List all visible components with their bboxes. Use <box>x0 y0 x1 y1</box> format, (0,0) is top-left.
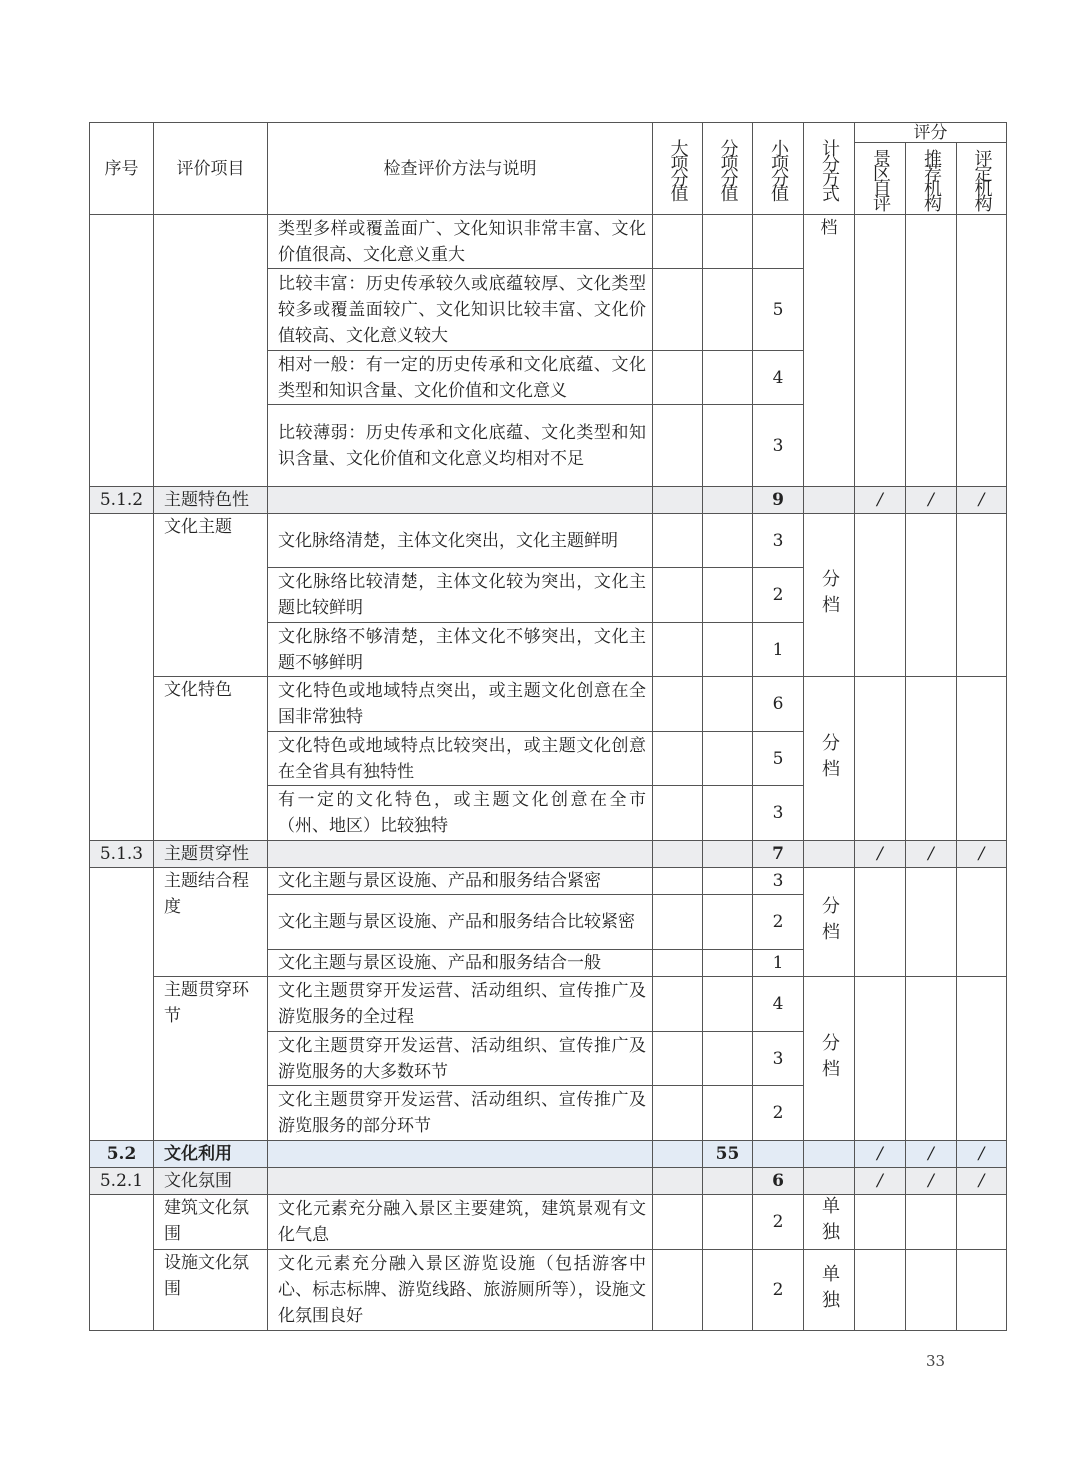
minor-score: 3 <box>753 405 804 487</box>
header-method: 检查评价方法与说明 <box>268 123 653 215</box>
scoring-method: 单独 <box>804 1195 855 1250</box>
method-text: 相对一般：有一定的历史传承和文化底蕴、文化类型和知识含量、文化价值和文化意义 <box>268 351 653 405</box>
item-title: 文化主题 <box>154 514 268 677</box>
section-title: 主题贯穿性 <box>154 841 268 868</box>
header-seq: 序号 <box>90 123 154 215</box>
slash-mark: / <box>855 841 906 868</box>
section-title: 主题特色性 <box>154 487 268 514</box>
item-title: 主题结合程度 <box>154 868 268 977</box>
slash-mark: / <box>957 1141 1007 1168</box>
scoring-method: 档 <box>804 215 855 487</box>
table-row <box>90 977 1007 1032</box>
minor-score: 2 <box>753 1195 804 1250</box>
slash-mark: / <box>957 841 1007 868</box>
scoring-method: 分档 <box>804 677 855 841</box>
minor-score: 7 <box>753 841 804 868</box>
method-text: 比较薄弱：历史传承和文化底蕴、文化类型和知识含量、文化价值和文化意义均相对不足 <box>268 405 653 487</box>
section-number: 5.2.1 <box>90 1168 154 1195</box>
evaluation-table <box>89 122 1007 1331</box>
header-row <box>90 123 1007 143</box>
minor-score: 2 <box>753 895 804 950</box>
minor-score: 1 <box>753 623 804 677</box>
minor-score: 4 <box>753 351 804 405</box>
scoring-method: 单独 <box>804 1250 855 1331</box>
header-minor: 小项分值 <box>753 123 804 215</box>
minor-score: 1 <box>753 950 804 977</box>
minor-score: 3 <box>753 1032 804 1086</box>
method-text: 类型多样或覆盖面广、文化知识非常丰富、文化价值很高、文化意义重大 <box>268 215 653 269</box>
slash-mark: / <box>957 1168 1007 1195</box>
section-number: 5.1.2 <box>90 487 154 514</box>
method-text: 文化脉络不够清楚，主体文化不够突出，文化主题不够鲜明 <box>268 623 653 677</box>
item-title: 设施文化氛围 <box>154 1250 268 1331</box>
method-text: 文化主题贯穿开发运营、活动组织、宣传推广及游览服务的全过程 <box>268 977 653 1032</box>
method-text: 文化特色或地域特点突出，或主题文化创意在全国非常独特 <box>268 677 653 732</box>
minor-score: 5 <box>753 732 804 786</box>
section-row-5-1-2 <box>90 487 1007 514</box>
minor-score: 5 <box>753 269 804 351</box>
minor-score: 4 <box>753 977 804 1032</box>
minor-score: 6 <box>753 1168 804 1195</box>
header-recommend: 推荐机构 <box>906 143 957 215</box>
method-text: 文化特色或地域特点比较突出，或主题文化创意在全省具有独特性 <box>268 732 653 786</box>
slash-mark: / <box>855 487 906 514</box>
scoring-method: 分档 <box>804 868 855 977</box>
header-sub: 分项分值 <box>703 123 753 215</box>
minor-score: 9 <box>753 487 804 514</box>
table-row <box>90 1195 1007 1250</box>
minor-score: 6 <box>753 677 804 732</box>
section-title: 文化氛围 <box>154 1168 268 1195</box>
header-item: 评价项目 <box>154 123 268 215</box>
method-text: 比较丰富：历史传承较久或底蕴较厚、文化类型较多或覆盖面较广、文化知识比较丰富、文化价值较高、文化意义较大 <box>268 269 653 351</box>
sub-score: 55 <box>703 1141 753 1168</box>
header-way: 计分方式 <box>804 123 855 215</box>
minor-score: 2 <box>753 1250 804 1331</box>
method-text: 文化脉络清楚，主体文化突出，文化主题鲜明 <box>268 514 653 568</box>
minor-score: 2 <box>753 1086 804 1141</box>
scoring-method: 分档 <box>804 514 855 677</box>
section-number: 5.1.3 <box>90 841 154 868</box>
item-title: 文化特色 <box>154 677 268 841</box>
header-assess: 评定机构 <box>957 143 1007 215</box>
minor-score: 3 <box>753 786 804 841</box>
minor-score: 2 <box>753 568 804 623</box>
slash-mark: / <box>906 1141 957 1168</box>
scoring-method: 分档 <box>804 977 855 1141</box>
method-text: 文化主题与景区设施、产品和服务结合紧密 <box>268 868 653 895</box>
header-score: 评分 <box>855 123 1007 143</box>
section-row-5-2-1 <box>90 1168 1007 1195</box>
section-title: 文化利用 <box>154 1141 268 1168</box>
slash-mark: / <box>957 487 1007 514</box>
section-number: 5.2 <box>90 1141 154 1168</box>
slash-mark: / <box>906 1168 957 1195</box>
table-row <box>90 677 1007 732</box>
header-self: 景区自评 <box>855 143 906 215</box>
method-text: 文化主题贯穿开发运营、活动组织、宣传推广及游览服务的部分环节 <box>268 1086 653 1141</box>
table-row <box>90 514 1007 568</box>
minor-score: 3 <box>753 514 804 568</box>
section-row-5-1-3 <box>90 841 1007 868</box>
slash-mark: / <box>906 487 957 514</box>
method-text: 文化主题贯穿开发运营、活动组织、宣传推广及游览服务的大多数环节 <box>268 1032 653 1086</box>
method-text: 文化脉络比较清楚，主体文化较为突出，文化主题比较鲜明 <box>268 568 653 623</box>
slash-mark: / <box>855 1141 906 1168</box>
item-title: 主题贯穿环节 <box>154 977 268 1141</box>
table-row <box>90 215 1007 269</box>
table-row <box>90 1250 1007 1331</box>
method-text: 文化元素充分融入景区游览设施（包括游客中心、标志标牌、游览线路、旅游厕所等），设施文化氛围良好 <box>268 1250 653 1331</box>
method-text: 文化主题与景区设施、产品和服务结合比较紧密 <box>268 895 653 950</box>
page-number: 33 <box>926 1352 946 1370</box>
slash-mark: / <box>906 841 957 868</box>
item-title: 建筑文化氛围 <box>154 1195 268 1250</box>
method-text: 文化主题与景区设施、产品和服务结合一般 <box>268 950 653 977</box>
table-row <box>90 868 1007 895</box>
method-text: 有一定的文化特色，或主题文化创意在全市（州、地区）比较独特 <box>268 786 653 841</box>
slash-mark: / <box>855 1168 906 1195</box>
minor-score: 3 <box>753 868 804 895</box>
section-row-5-2 <box>90 1141 1007 1168</box>
method-text: 文化元素充分融入景区主要建筑，建筑景观有文化气息 <box>268 1195 653 1250</box>
header-major: 大项分值 <box>653 123 703 215</box>
